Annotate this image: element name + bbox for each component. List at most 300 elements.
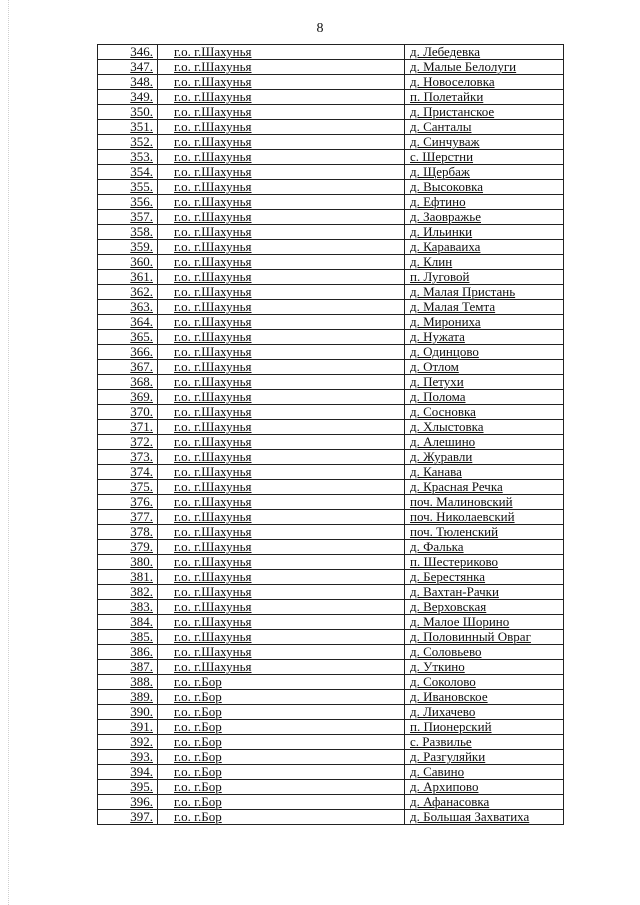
table-row (98, 75, 564, 90)
table-row (98, 735, 564, 750)
municipality-cell (158, 600, 405, 615)
row-number-text: 384. (130, 614, 153, 629)
municipality-cell-text: г.о. г.Шахунья (174, 434, 252, 449)
settlement-cell-text: поч. Тюленский (410, 524, 499, 539)
row-number-text: 393. (130, 749, 153, 764)
settlement-cell (405, 600, 564, 615)
row-number (98, 720, 158, 735)
settlement-cell (405, 330, 564, 345)
row-number-text: 383. (130, 599, 153, 614)
settlement-cell (405, 465, 564, 480)
settlement-cell (405, 615, 564, 630)
settlement-cell-text: д. Сосновка (410, 404, 476, 419)
municipality-cell (158, 705, 405, 720)
settlement-cell-text: п. Луговой (410, 269, 470, 284)
settlement-cell-text: д. Савино (410, 764, 465, 779)
row-number (98, 195, 158, 210)
settlement-cell (405, 180, 564, 195)
row-number (98, 555, 158, 570)
row-number (98, 585, 158, 600)
table-row (98, 60, 564, 75)
row-number (98, 135, 158, 150)
settlement-cell (405, 75, 564, 90)
municipality-cell (158, 525, 405, 540)
row-number (98, 690, 158, 705)
row-number (98, 525, 158, 540)
municipality-cell-text: г.о. г.Шахунья (174, 299, 252, 314)
municipality-cell (158, 780, 405, 795)
settlement-cell (405, 165, 564, 180)
row-number (98, 405, 158, 420)
municipality-cell-text: г.о. г.Бор (174, 794, 222, 809)
municipality-cell (158, 375, 405, 390)
table-row (98, 255, 564, 270)
municipality-cell (158, 195, 405, 210)
table-row (98, 225, 564, 240)
row-number (98, 705, 158, 720)
municipality-cell (158, 150, 405, 165)
municipality-cell-text: г.о. г.Шахунья (174, 329, 252, 344)
row-number-text: 392. (130, 734, 153, 749)
municipality-cell (158, 210, 405, 225)
settlement-cell (405, 405, 564, 420)
row-number (98, 165, 158, 180)
settlement-cell (405, 480, 564, 495)
settlement-cell-text: д. Верховская (410, 599, 487, 614)
municipality-cell (158, 660, 405, 675)
row-number (98, 360, 158, 375)
settlement-cell-text: д. Разгуляйки (410, 749, 486, 764)
municipality-cell-text: г.о. г.Шахунья (174, 89, 252, 104)
settlement-cell-text: д. Пристанское (410, 104, 495, 119)
table-row (98, 645, 564, 660)
settlement-cell-text: д. Полома (410, 389, 466, 404)
settlement-cell (405, 375, 564, 390)
municipality-cell-text: г.о. г.Шахунья (174, 179, 252, 194)
settlement-cell (405, 660, 564, 675)
settlement-cell-text: с. Шерстни (410, 149, 474, 164)
settlement-cell (405, 315, 564, 330)
settlement-cell-text: д. Клин (410, 254, 453, 269)
row-number-text: 391. (130, 719, 153, 734)
municipality-cell-text: г.о. г.Шахунья (174, 314, 252, 329)
municipality-cell (158, 300, 405, 315)
row-number (98, 315, 158, 330)
table-row (98, 435, 564, 450)
municipality-cell (158, 540, 405, 555)
row-number (98, 450, 158, 465)
settlement-cell-text: д. Уткино (410, 659, 465, 674)
settlement-cell-text: д. Малое Шорино (410, 614, 510, 629)
table-row (98, 600, 564, 615)
municipality-cell (158, 510, 405, 525)
row-number (98, 780, 158, 795)
municipality-cell (158, 450, 405, 465)
settlement-cell (405, 780, 564, 795)
row-number (98, 285, 158, 300)
row-number (98, 210, 158, 225)
table-row (98, 705, 564, 720)
municipality-cell-text: г.о. г.Шахунья (174, 254, 252, 269)
municipality-cell-text: г.о. г.Бор (174, 809, 222, 824)
municipality-cell (158, 480, 405, 495)
row-number-text: 362. (130, 284, 153, 299)
municipality-cell (158, 570, 405, 585)
municipality-cell-text: г.о. г.Бор (174, 674, 222, 689)
municipality-cell (158, 360, 405, 375)
row-number-text: 350. (130, 104, 153, 119)
settlement-cell-text: д. Синчуваж (410, 134, 480, 149)
municipality-cell-text: г.о. г.Бор (174, 734, 222, 749)
municipality-cell (158, 255, 405, 270)
settlement-cell (405, 705, 564, 720)
settlement-cell-text: д. Берестянка (410, 569, 486, 584)
settlement-cell (405, 195, 564, 210)
settlement-cell (405, 435, 564, 450)
municipality-cell-text: г.о. г.Шахунья (174, 569, 252, 584)
page-number: 8 (316, 21, 324, 36)
settlement-cell-text: поч. Малиновский (410, 494, 513, 509)
row-number-text: 385. (130, 629, 153, 644)
table-row (98, 675, 564, 690)
settlement-cell (405, 360, 564, 375)
row-number (98, 735, 158, 750)
row-number-text: 377. (130, 509, 153, 524)
settlement-cell (405, 510, 564, 525)
row-number-text: 364. (130, 314, 153, 329)
settlement-cell (405, 570, 564, 585)
row-number-text: 374. (130, 464, 153, 479)
settlement-cell-text: д. Щербаж (410, 164, 470, 179)
municipality-cell (158, 750, 405, 765)
municipality-cell-text: г.о. г.Шахунья (174, 584, 252, 599)
table-row (98, 135, 564, 150)
table-row (98, 195, 564, 210)
row-number-text: 366. (130, 344, 153, 359)
municipality-cell (158, 405, 405, 420)
row-number (98, 90, 158, 105)
row-number-text: 387. (130, 659, 153, 674)
settlement-cell (405, 585, 564, 600)
row-number-text: 358. (130, 224, 153, 239)
table-row (98, 720, 564, 735)
row-number (98, 330, 158, 345)
table-row (98, 795, 564, 810)
municipality-cell (158, 60, 405, 75)
municipality-cell-text: г.о. г.Шахунья (174, 659, 252, 674)
municipality-cell (158, 330, 405, 345)
table-row (98, 495, 564, 510)
settlement-cell-text: п. Пионерский (410, 719, 492, 734)
row-number (98, 765, 158, 780)
table-row (98, 450, 564, 465)
municipality-cell (158, 615, 405, 630)
table-row (98, 285, 564, 300)
municipality-cell-text: г.о. г.Бор (174, 749, 222, 764)
municipality-cell (158, 90, 405, 105)
settlement-cell-text: поч. Николаевский (410, 509, 515, 524)
row-number-text: 378. (130, 524, 153, 539)
municipality-cell-text: г.о. г.Шахунья (174, 74, 252, 89)
scan-margin-line (8, 0, 9, 905)
municipality-cell-text: г.о. г.Шахунья (174, 524, 252, 539)
settlement-cell (405, 345, 564, 360)
settlement-cell (405, 150, 564, 165)
municipality-cell (158, 285, 405, 300)
settlement-cell (405, 720, 564, 735)
row-number-text: 373. (130, 449, 153, 464)
row-number (98, 630, 158, 645)
settlement-cell (405, 645, 564, 660)
settlement-cell-text: д. Нужата (410, 329, 465, 344)
table-row (98, 810, 564, 825)
municipality-cell (158, 225, 405, 240)
row-number-text: 355. (130, 179, 153, 194)
settlement-cell-text: с. Развилье (410, 734, 472, 749)
settlement-cell (405, 135, 564, 150)
settlement-cell-text: д. Алешино (410, 434, 476, 449)
row-number-text: 388. (130, 674, 153, 689)
settlement-cell (405, 735, 564, 750)
row-number-text: 352. (130, 134, 153, 149)
municipality-cell-text: г.о. г.Шахунья (174, 404, 252, 419)
row-number (98, 660, 158, 675)
table-row (98, 405, 564, 420)
municipality-cell-text: г.о. г.Шахунья (174, 224, 252, 239)
row-number-text: 347. (130, 59, 153, 74)
row-number-text: 348. (130, 74, 153, 89)
row-number (98, 345, 158, 360)
settlement-cell (405, 450, 564, 465)
settlement-cell-text: д. Половинный Овраг (410, 629, 531, 644)
settlement-cell-text: д. Хлыстовка (410, 419, 484, 434)
settlement-cell-text: п. Шестериково (410, 554, 499, 569)
settlement-cell (405, 105, 564, 120)
settlement-cell (405, 690, 564, 705)
row-number-text: 397. (130, 809, 153, 824)
municipality-cell-text: г.о. г.Шахунья (174, 554, 252, 569)
municipality-cell-text: г.о. г.Шахунья (174, 419, 252, 434)
municipality-cell (158, 675, 405, 690)
municipality-cell-text: г.о. г.Бор (174, 764, 222, 779)
municipality-cell-text: г.о. г.Шахунья (174, 479, 252, 494)
table-row (98, 90, 564, 105)
table-row (98, 240, 564, 255)
table-row (98, 45, 564, 60)
municipality-cell (158, 165, 405, 180)
row-number (98, 810, 158, 825)
table-row (98, 300, 564, 315)
row-number-text: 394. (130, 764, 153, 779)
settlement-cell-text: д. Малая Пристань (410, 284, 516, 299)
row-number (98, 435, 158, 450)
municipality-cell (158, 795, 405, 810)
municipality-cell (158, 345, 405, 360)
settlement-cell (405, 675, 564, 690)
settlement-cell (405, 285, 564, 300)
row-number (98, 300, 158, 315)
municipality-cell-text: г.о. г.Бор (174, 719, 222, 734)
table-row (98, 270, 564, 285)
settlement-cell-text: д. Красная Речка (410, 479, 503, 494)
table-row (98, 540, 564, 555)
municipality-cell (158, 390, 405, 405)
settlement-cell (405, 630, 564, 645)
table-row (98, 765, 564, 780)
settlement-cell (405, 765, 564, 780)
municipality-cell (158, 810, 405, 825)
municipality-cell (158, 315, 405, 330)
table-row (98, 420, 564, 435)
row-number-text: 370. (130, 404, 153, 419)
row-number-text: 376. (130, 494, 153, 509)
municipality-cell-text: г.о. г.Шахунья (174, 209, 252, 224)
settlement-cell-text: д. Санталы (410, 119, 472, 134)
municipality-cell-text: г.о. г.Шахунья (174, 134, 252, 149)
row-number (98, 645, 158, 660)
municipality-cell (158, 435, 405, 450)
row-number-text: 386. (130, 644, 153, 659)
row-number (98, 750, 158, 765)
table-row (98, 780, 564, 795)
municipality-cell (158, 180, 405, 195)
settlement-cell (405, 255, 564, 270)
municipality-cell-text: г.о. г.Шахунья (174, 494, 252, 509)
municipality-cell (158, 645, 405, 660)
settlement-cell (405, 795, 564, 810)
municipality-cell (158, 765, 405, 780)
row-number (98, 150, 158, 165)
settlement-cell-text: д. Журавли (410, 449, 473, 464)
municipality-cell-text: г.о. г.Шахунья (174, 359, 252, 374)
municipality-cell (158, 735, 405, 750)
settlement-cell-text: д. Караваиха (410, 239, 481, 254)
municipality-cell-text: г.о. г.Шахунья (174, 614, 252, 629)
settlement-cell (405, 810, 564, 825)
municipality-cell-text: г.о. г.Шахунья (174, 269, 252, 284)
settlement-cell-text: д. Афанасовка (410, 794, 490, 809)
table-row (98, 630, 564, 645)
table-row (98, 150, 564, 165)
municipality-cell-text: г.о. г.Шахунья (174, 149, 252, 164)
settlement-cell-text: д. Заовражье (410, 209, 481, 224)
settlement-cell (405, 420, 564, 435)
table-row (98, 660, 564, 675)
settlement-cell-text: д. Архипово (410, 779, 479, 794)
table-row (98, 180, 564, 195)
row-number-text: 356. (130, 194, 153, 209)
row-number-text: 353. (130, 149, 153, 164)
row-number-text: 360. (130, 254, 153, 269)
settlement-cell (405, 225, 564, 240)
table-row (98, 375, 564, 390)
row-number-text: 361. (130, 269, 153, 284)
municipality-cell (158, 720, 405, 735)
municipality-cell-text: г.о. г.Шахунья (174, 599, 252, 614)
row-number-text: 367. (130, 359, 153, 374)
table-row (98, 315, 564, 330)
row-number (98, 240, 158, 255)
settlement-cell-text: д. Малые Белолуги (410, 59, 517, 74)
row-number (98, 795, 158, 810)
row-number-text: 390. (130, 704, 153, 719)
municipality-cell-text: г.о. г.Бор (174, 689, 222, 704)
settlement-cell-text: д. Одинцово (410, 344, 479, 359)
table-row (98, 120, 564, 135)
row-number-text: 346. (130, 44, 153, 59)
settlement-cell-text: д. Лебедевка (410, 44, 481, 59)
municipality-cell (158, 555, 405, 570)
table-row (98, 510, 564, 525)
municipality-cell-text: г.о. г.Шахунья (174, 59, 252, 74)
row-number (98, 570, 158, 585)
municipality-cell-text: г.о. г.Бор (174, 779, 222, 794)
row-number (98, 75, 158, 90)
municipality-cell (158, 420, 405, 435)
row-number-text: 389. (130, 689, 153, 704)
settlement-cell-text: д. Отлом (410, 359, 459, 374)
municipality-cell-text: г.о. г.Шахунья (174, 539, 252, 554)
municipality-cell-text: г.о. г.Шахунья (174, 164, 252, 179)
table-row (98, 480, 564, 495)
settlement-cell-text: д. Высоковка (410, 179, 483, 194)
municipality-cell-text: г.о. г.Шахунья (174, 464, 252, 479)
settlement-cell-text: д. Ильинки (410, 224, 473, 239)
settlement-cell (405, 495, 564, 510)
row-number-text: 380. (130, 554, 153, 569)
table-row (98, 570, 564, 585)
settlement-cell-text: д. Соколово (410, 674, 476, 689)
row-number (98, 45, 158, 60)
row-number (98, 615, 158, 630)
table-row (98, 105, 564, 120)
table-row (98, 330, 564, 345)
table-row (98, 165, 564, 180)
settlement-cell-text: д. Большая Захватиха (410, 809, 530, 824)
municipality-cell (158, 585, 405, 600)
row-number (98, 105, 158, 120)
row-number (98, 540, 158, 555)
row-number-text: 382. (130, 584, 153, 599)
row-number (98, 480, 158, 495)
table-row (98, 615, 564, 630)
row-number-text: 381. (130, 569, 153, 584)
municipality-cell (158, 690, 405, 705)
settlement-cell (405, 45, 564, 60)
row-number (98, 390, 158, 405)
settlement-cell (405, 60, 564, 75)
table-row (98, 465, 564, 480)
table-row (98, 390, 564, 405)
row-number-text: 379. (130, 539, 153, 554)
municipality-cell-text: г.о. г.Бор (174, 704, 222, 719)
settlement-cell (405, 300, 564, 315)
row-number-text: 371. (130, 419, 153, 434)
municipality-cell-text: г.о. г.Шахунья (174, 119, 252, 134)
settlement-cell (405, 210, 564, 225)
municipality-cell-text: г.о. г.Шахунья (174, 194, 252, 209)
row-number-text: 369. (130, 389, 153, 404)
row-number (98, 270, 158, 285)
municipality-cell (158, 120, 405, 135)
row-number-text: 363. (130, 299, 153, 314)
settlement-cell (405, 525, 564, 540)
table-row (98, 360, 564, 375)
municipality-cell (158, 630, 405, 645)
row-number (98, 420, 158, 435)
municipality-cell-text: г.о. г.Шахунья (174, 644, 252, 659)
row-number (98, 675, 158, 690)
